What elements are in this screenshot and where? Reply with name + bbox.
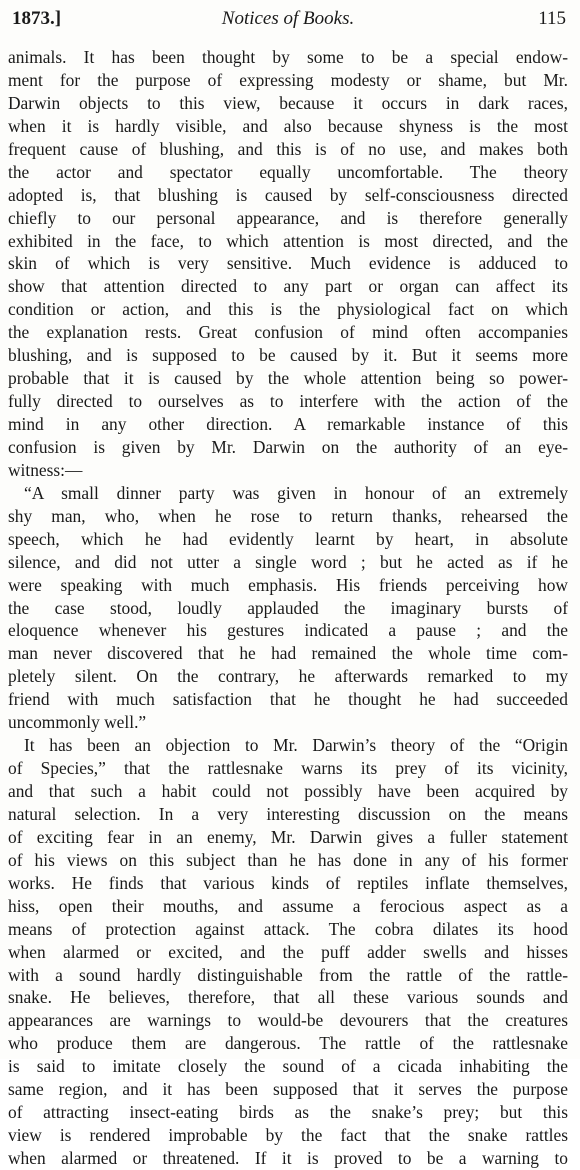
text-line: appearances are warnings to would-be devourers that the creatures (8, 1010, 568, 1031)
text-line: of exciting fear in an enemy, Mr. Darwin gives a fuller statement (8, 826, 568, 847)
text-line: man never discovered that he had remained the whole time com- (8, 643, 568, 664)
text-line: fully directed to ourselves as to interfere with the action of the (8, 391, 568, 412)
text-line: the actor and spectator equally uncomfortable. The theory (8, 161, 568, 182)
text-line: show that attention directed to any part or organ can affect its (8, 276, 568, 297)
text-line: chiefly to our personal appearance, and is therefore generally (8, 207, 568, 228)
text-line: shy man, who, when he rose to return thanks, rehearsed the (8, 505, 568, 526)
text-line: ment for the purpose of expressing modesty or shame, but Mr. (8, 69, 568, 90)
text-line: animals. It has been thought by some to be a special endow- (8, 47, 568, 67)
text-line: and that such a habit could not possibly have been acquired by (8, 781, 568, 801)
text-line: hiss, open their mouths, and assume a ferocious aspect as a (8, 895, 568, 916)
text-line: witness:— (8, 459, 83, 480)
text-line: view is rendered improbable by the fact that the snake rattles (8, 1125, 568, 1146)
text-line: pletely silent. On the contrary, he afterwards remarked to my (8, 666, 568, 687)
text-line: uncommonly well.” (8, 712, 147, 733)
text-line: of Species,” that the rattlesnake warns its prey of its vicinity, (8, 758, 568, 779)
text-line: means of protection against attack. The cobra dilates its hood (8, 918, 568, 939)
text-line: silence, and did not utter a single word ; but he acted as if he (8, 551, 568, 572)
text-line: the explanation rests. Great confusion of mind often accompanies (8, 322, 568, 343)
text-line: of attracting insect-eating birds as the snake’s prey; but this (8, 1102, 568, 1123)
page-number: 115 (538, 8, 566, 29)
text-line: exhibited in the face, to which attention is most directed, and the (8, 230, 568, 251)
text-line: confusion is given by Mr. Darwin on the authority of an eye- (8, 436, 568, 457)
text-line: eloquence whenever his gestures indicated a pause ; and the (8, 620, 568, 641)
text-line: of his views on this subject than he has done in any of his former (8, 849, 568, 870)
header-year: 1873.] (12, 8, 62, 29)
text-line: mind in any other direction. A remarkable instance of this (8, 414, 568, 434)
body-text (8, 46, 568, 1170)
text-line: when alarmed or excited, and the puff adder swells and hisses (8, 941, 568, 962)
header-title: Notices of Books. (221, 8, 355, 29)
text-line: frequent cause of blushing, and this is of no use, and makes both (8, 138, 568, 159)
text-line: were speaking with much emphasis. His friends perceiving how (8, 574, 568, 595)
text-line: adopted is, that blushing is caused by self-consciousness directed (8, 184, 568, 205)
text-line: skin of which is very sensitive. Much evidence is adduced to (8, 253, 568, 274)
text-line: blushing, and is supposed to be caused by it. But it seems more (8, 345, 568, 366)
text-line: natural selection. In a very interesting discussion on the means (8, 803, 568, 824)
text-line: with a sound hardly distinguishable from the rattle of the rattle- (8, 964, 568, 985)
text-line: condition or action, and this is the physiological fact on which (8, 299, 568, 320)
text-line: speech, which he had evidently learnt by heart, in absolute (8, 528, 568, 549)
text-line: who produce them are dangerous. The rattle of the rattlesnake (8, 1033, 568, 1054)
text-line: same region, and it has been supposed that it serves the purpose (8, 1079, 568, 1100)
text-line: Darwin objects to this view, because it occurs in dark races, (8, 92, 568, 113)
text-line: It has been an objection to Mr. Darwin’s theory of the “Origin (24, 735, 568, 756)
text-line: probable that it is caused by the whole attention being so power- (8, 368, 568, 389)
text-line: snake. He believes, therefore, that all these various sounds and (8, 987, 568, 1008)
text-line: “A small dinner party was given in honour of an extremely (24, 482, 568, 503)
text-line: when alarmed or threatened. If it is proved to be a warning to (8, 1148, 568, 1168)
running-head (10, 8, 566, 34)
text-line: is said to imitate closely the sound of a cicada inhabiting the (8, 1056, 568, 1077)
text-line: friend with much satisfaction that he thought he had succeeded (8, 689, 568, 710)
text-line: works. He finds that various kinds of reptiles inflate themselves, (8, 872, 568, 893)
text-line: when it is hardly visible, and also because shyness is the most (8, 115, 568, 136)
text-line: the case stood, loudly applauded the imaginary bursts of (8, 597, 568, 618)
